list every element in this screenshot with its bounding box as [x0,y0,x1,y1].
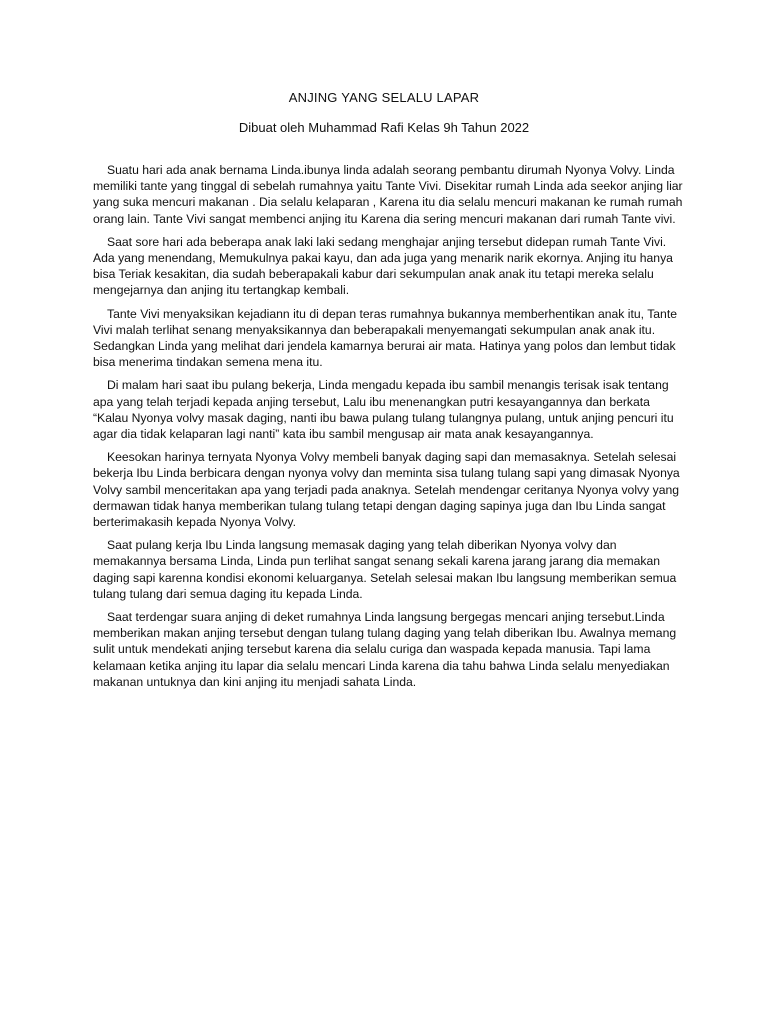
document-byline: Dibuat oleh Muhammad Rafi Kelas 9h Tahun 2022 [238,120,530,135]
paragraph-2: Saat sore hari ada beberapa anak laki laki sedang menghajar anjing tersebut didepan rumah Tante Vivi. Ada yang menendang, Memukulnya pakai kayu, dan ada juga yang menarik narik ekornya. Anjing itu hanya bisa Teriak kesakitan, dia sudah beberapakali kabur dari sekumpulan anak anak itu tetapi mereka selalu mengejarnya dan anjing itu tertangkap kembali. [93,234,673,298]
paragraph-7: Saat terdengar suara anjing di deket rumahnya Linda langsung bergegas mencari anjing tersebut.Linda memberikan makan anjing tersebut dengan tulang tulang daging yang telah diberikan Ibu. Awalnya memang sulit untuk mendekati anjing tersebut karena dia selalu curiga dan waspada kepada manusia. Tapi lama kelamaan ketika anjing itu lapar dia selalu mencari Linda karena dia tahu bahwa Linda selalu menyediakan makanan untuknya dan kini anjing itu menjadi sahata Linda. [93,610,677,689]
paragraph-6: Saat pulang kerja Ibu Linda langsung memasak daging yang telah diberikan Nyonya volvy dan memakannya bersama Linda, Linda pun terlihat sangat senang sekali karena jarang jarang dia memakan daging sapi karenna kondisi ekonomi keluarganya. Setelah selesai makan Ibu langsung memberikan semua tulang tulang dari semua daging itu kepada Linda. [93,538,677,601]
document-title: ANJING YANG SELALU LAPAR [288,90,480,105]
document-body [93,162,683,697]
paragraph-5: Keesokan harinya ternyata Nyonya Volvy membeli banyak daging sapi dan memasaknya. Setelah selesai bekerja Ibu Linda berbicara dengan nyonya volvy dan meminta sisa tulang tulang sapi yang dimasak Nyonya Volvy sambil menceritakan apa yang terjadi pada anaknya. Setelah mendengar ceritanya Nyonya volvy yang dermawan tidak hanya memberikan tulang tulang tetapi dengan daging sapinya juga dan Ibu Linda sangat berterimakasih kepada Nyonya Volvy. [93,450,680,530]
paragraph-4: Di malam hari saat ibu pulang bekerja, Linda mengadu kepada ibu sambil menangis terisak isak tentang apa yang telah terjadi kepada anjing tersebut, Lalu ibu menenangkan putri kesayangannya dan berkata “Kalau Nyonya volvy masak daging, nanti ibu bawa pulang tulang tulangnya pulang, untuk anjing pencuri itu agar dia tidak kelaparan lagi nanti” kata ibu sambil mengusap air mata anak kesayangannya. [93,378,674,442]
paragraph-1: Suatu hari ada anak bernama Linda.ibunya linda adalah seorang pembantu dirumah Nyonya Volvy. Linda memiliki tante yang tinggal di sebelah rumahnya yaitu Tante Vivi. Disekitar rumah Linda ada seekor anjing liar yang suka mencuri makanan . Dia selalu kelaparan , Karena itu dia selalu mencuri makanan ke rumah rumah orang lain. Tante Vivi sangat membenci anjing itu Karena dia sering mencuri makanan dari rumah Tante vivi. [93,163,683,226]
paragraph-3: Tante Vivi menyaksikan kejadiann itu di depan teras rumahnya bukannya memberhentikan anak itu, Tante Vivi malah terlihat senang menyaksikannya dan beberapakali menyemangati sekumpulan anak anak itu. Sedangkan Linda yang melihat dari jendela kamarnya berurai air mata. Hatinya yang polos dan lembut tidak bisa menerima tindakan semena mena itu. [93,306,678,370]
